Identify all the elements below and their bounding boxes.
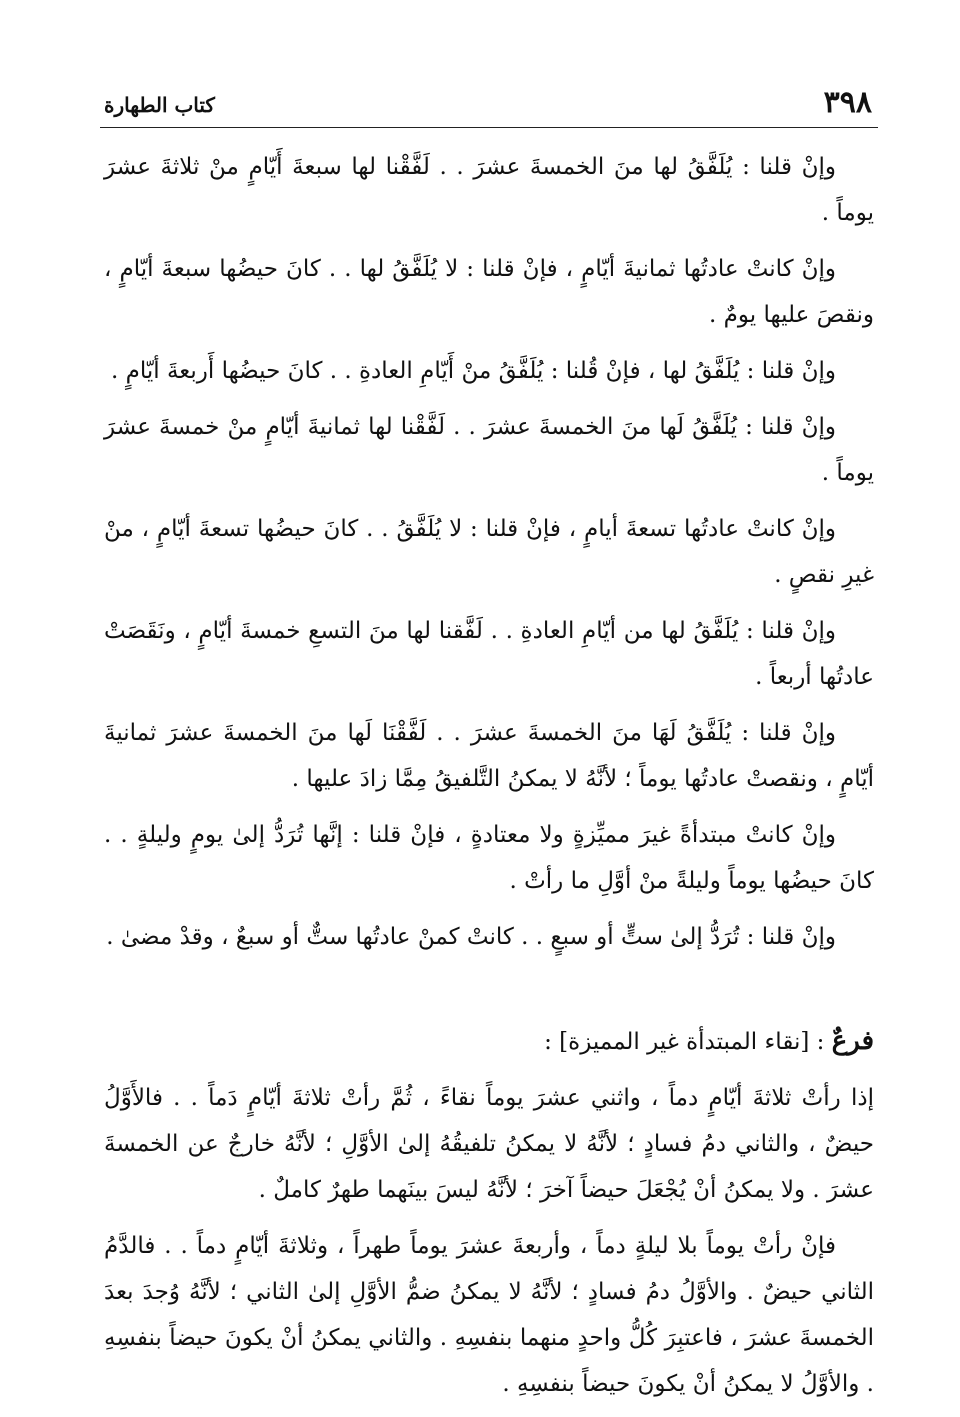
paragraph: وإنْ قلنا : يُلَفَّقُ لها منَ الخمسةَ عشرَ . . لَفَّقْنا لها سبعةَ أَيّامٍ منْ ثلاثةَ عشرَ يوماً . (104, 154, 874, 226)
paragraph: وإنْ قلنا : يُلَفَّقُ لها ، فإنْ قُلنا : يُلَفَّقُ منْ أَيّامِ العادةِ . . كانَ حيضُها أَربعةَ أيّامٍ . (110, 358, 836, 384)
section-title: [نقاء المبتدأة غير المميزة] : (544, 1029, 810, 1055)
paragraph: وإنْ كانتْ عادتُها ثمانيةَ أيّامٍ ، فإنْ قلنا : لا يُلَفَّقُ لها . . كانَ حيضُها سبعةَ أيّامٍ ، ونقصَ عليها يومٌ . (104, 256, 874, 328)
page-body (104, 144, 874, 1417)
section-heading (104, 1018, 874, 1065)
header-divider (100, 127, 878, 128)
book-title: كتاب الطهارة (104, 93, 215, 117)
section-colon: : (809, 1029, 832, 1055)
paragraph: وإنْ قلنا : تُرَدُّ إلىٰ ستٍّ أو سبعٍ . . كانتْ كمنْ عادتُها ستٌّ أو سبعٌ ، وقدْ مضىٰ . (106, 924, 836, 950)
paragraph: وإنْ قلنا : يُلَفَّقُ لَهَا منَ الخمسةَ عشرَ . . لَفَّقْنَا لَها منَ الخمسةَ عشرَ ثمانيةَ أيّامٍ ، ونقصتْ عادتُها يوماً ؛ لأنَّهُ لا يمكنُ التَّلفيقُ مِمَّا زادَ عليها . (104, 720, 874, 792)
paragraph: وإنْ قلنا : يُلَفَّقُ لَها منَ الخمسةَ عشرَ . . لَفَّقْنا لها ثمانيةَ أيّامٍ منْ خمسةَ عشرَ يوماً . (104, 414, 874, 486)
section-paragraph: فإنْ رأتْ يوماً بلا ليلةٍ دماً ، وأربعةَ عشرَ يوماً طهراً ، وثلاثةَ أيّامٍ دماً . . فالدَّمُ الثاني حيضٌ . والأوَّلُ دمُ فسادٍ ؛ لأنَّهُ لا يمكنُ ضمُّ الأوَّلِ إلىٰ الثاني ؛ لأنَّهُ وُجدَ بعدَ الخمسةَ عشرَ ، فاعتبِرَ كُلُّ واحدٍ منهما بنفسِهِ . والثاني يمكنُ أنْ يكونَ حيضاً بنفسِهِ . والأوَّلُ لا يمكنُ أنْ يكونَ حيضاً بنفسِهِ . (104, 1233, 874, 1397)
running-header (100, 86, 878, 126)
paragraph: وإنْ قلنا : يُلَفَّقُ لها من أيّامِ العادةِ . . لَفَّقنا لها منَ التسعِ خمسةَ أيّامٍ ، ونَقَصَتْ عادتُها أربعاً . (104, 618, 874, 690)
section-paragraph: إذا رأتْ ثلاثةَ أيّامٍ دماً ، واثني عشرَ يوماً نقاءً ، ثُمَّ رأتْ ثلاثةَ أيّامٍ دَماً . . فالأَوَّلُ حيضٌ ، والثاني دمُ فسادٍ ؛ لأنَّهُ لا يمكنُ تلفيقُهُ إلىٰ الأوَّلِ ؛ لأنَّهُ خارجٌ عن الخمسةَ عشرَ . ولا يمكنُ أنْ يُجْعَلَ حيضاً آخرَ ؛ لأنَّهُ ليسَ بينَهما طهرٌ كاملٌ . (104, 1085, 874, 1203)
section-label: فرعٌ (831, 1026, 874, 1056)
paragraph: وإنْ كانتْ مبتدأةً غيرَ مميِّزةٍ ولا معتادةٍ ، فإنْ قلنا : إنَّها تُرَدُّ إلىٰ يومٍ وليلةٍ . . كانَ حيضُها يوماً وليلةً منْ أوَّلِ ما رأتْ . (104, 822, 874, 894)
paragraph: وإنْ كانتْ عادتُها تسعةَ أيامٍ ، فإنْ قلنا : لا يُلَفَّقُ . . كانَ حيضُها تسعةَ أيّامٍ ، منْ غيرِ نقصٍ . (104, 516, 874, 588)
page-number: ٣٩٨ (823, 85, 872, 120)
